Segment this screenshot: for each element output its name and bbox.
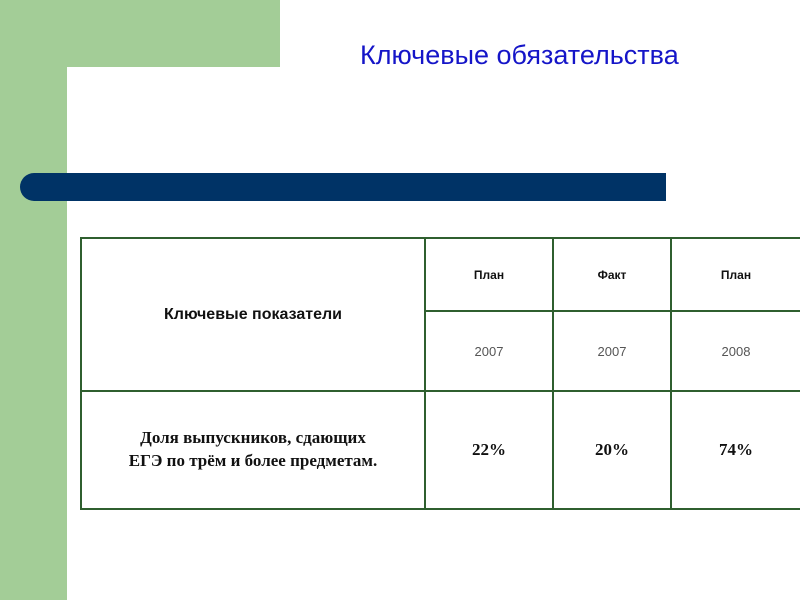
row-label-cell [81,391,425,509]
column-year-1: 2007 [425,311,553,391]
row-label-line-2: ЕГЭ по трём и более предметам. [128,451,378,470]
column-header-plan-2007: План [425,238,553,311]
column-year-2: 2007 [553,311,671,391]
kpi-header-cell: Ключевые показатели [81,238,425,391]
slide-title: Ключевые обязательства [360,40,679,70]
row-label-line-1: Доля выпускников, сдающих [140,428,366,448]
value-plan-2007: 22% [425,391,553,509]
column-year-3: 2008 [671,311,800,391]
table-header-row [81,238,800,311]
table-row [81,391,800,509]
column-header-fact-2007: Факт [553,238,671,311]
kpi-table [80,237,800,510]
green-side-band [0,0,67,600]
value-fact-2007: 20% [553,391,671,509]
divider-bar [20,173,666,201]
green-top-band [0,0,280,67]
rounded-content-corner [67,67,187,187]
column-header-plan-2008: План [671,238,800,311]
value-plan-2008: 74% [671,391,800,509]
